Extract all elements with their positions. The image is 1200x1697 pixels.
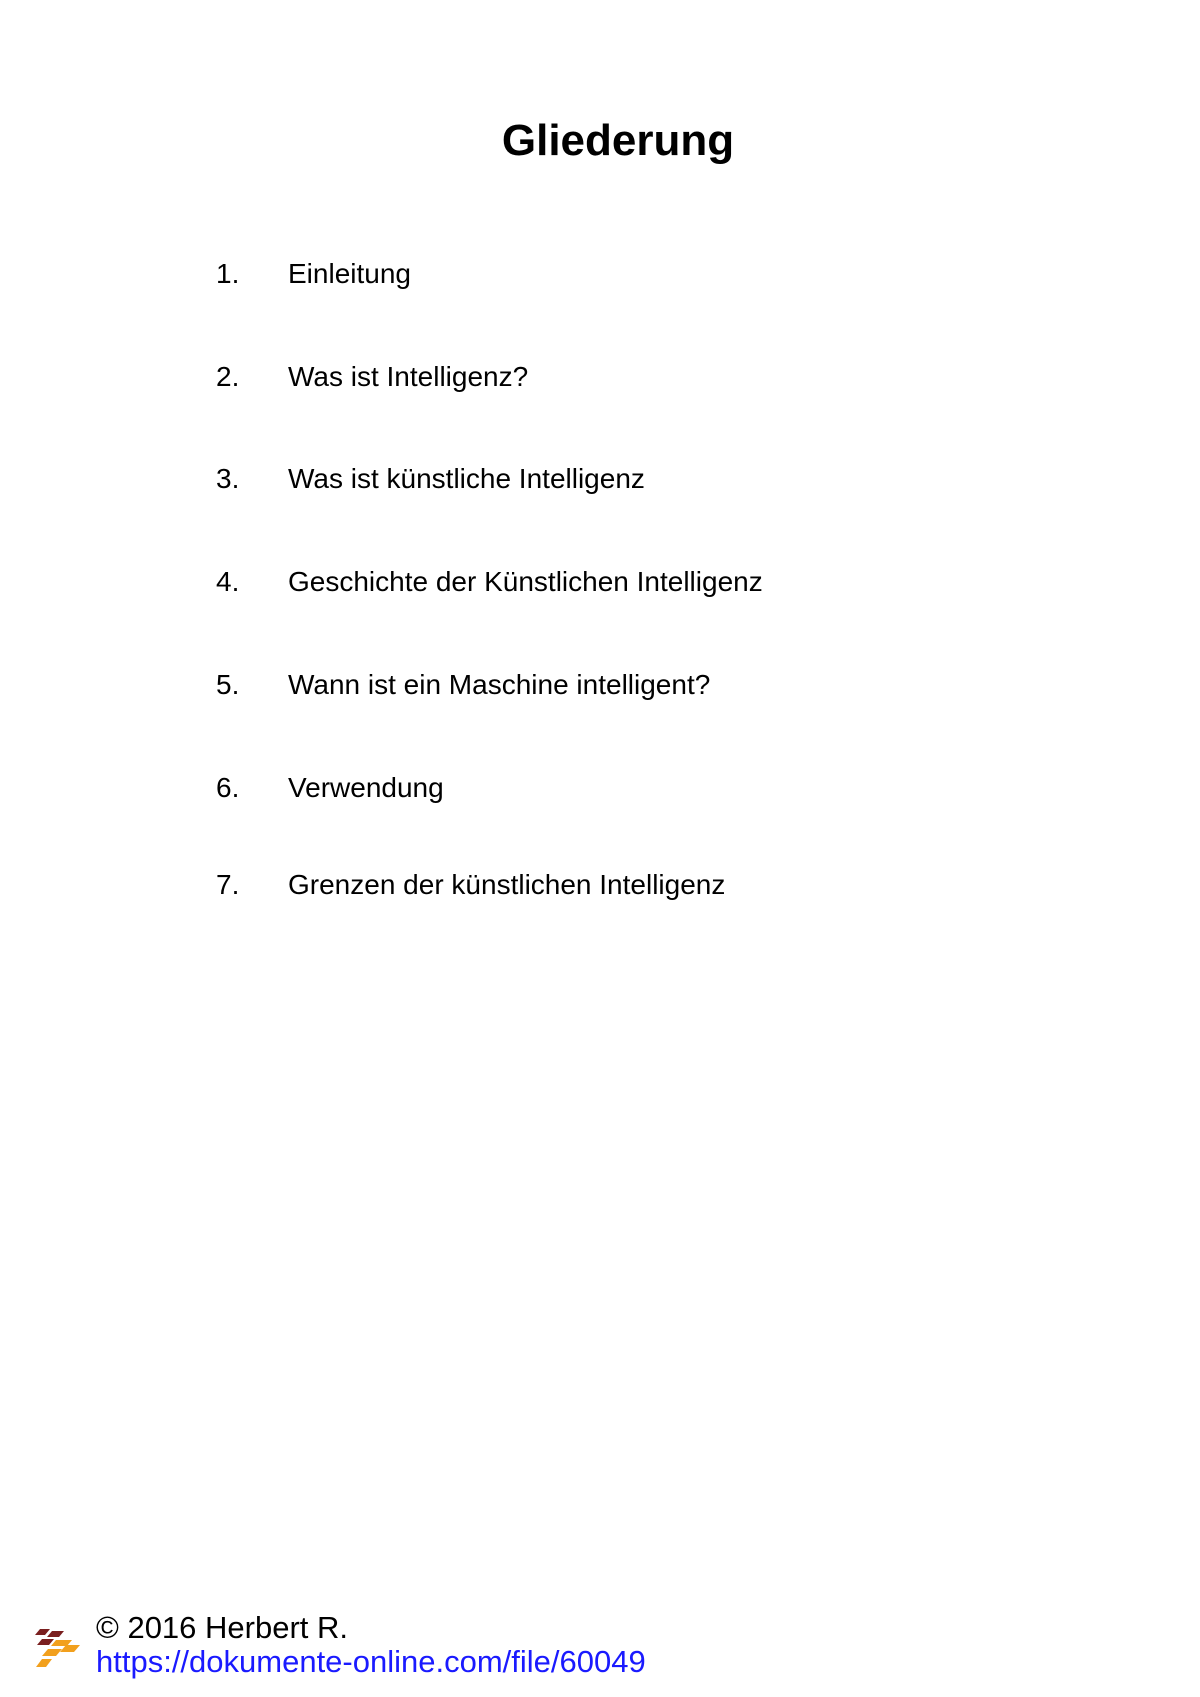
outline-text: Verwendung (288, 772, 444, 803)
outline-number: 1. (216, 258, 240, 289)
outline-number: 3. (216, 463, 240, 494)
page-title-text: Gliederung (501, 116, 735, 165)
outline-item-1 (216, 257, 411, 291)
outline-number: 2. (216, 361, 240, 392)
outline-text: Was ist künstliche Intelligenz (288, 463, 645, 494)
outline-number: 4. (216, 566, 240, 597)
page-title (0, 113, 1200, 169)
outline-number: 7. (216, 869, 240, 900)
copyright-text: © 2016 Herbert R. (96, 1610, 349, 1645)
outline-text: Geschichte der Künstlichen Intelligenz (288, 566, 763, 597)
page-footer (34, 1610, 834, 1682)
outline-text: Grenzen der künstlichen Intelligenz (288, 869, 726, 900)
outline-item-4 (216, 565, 763, 599)
outline-text: Wann ist ein Maschine intelligent? (288, 669, 711, 700)
outline-number: 6. (216, 772, 240, 803)
outline-text: Was ist Intelligenz? (288, 361, 529, 392)
outline-item-5 (216, 668, 710, 702)
outline-item-7 (216, 868, 725, 902)
outline-item-3 (216, 462, 645, 496)
outline-number: 5. (216, 669, 240, 700)
outline-text: Einleitung (288, 258, 411, 289)
outline-item-2 (216, 360, 528, 394)
outline-item-6 (216, 771, 444, 805)
dokumente-online-logo-icon (34, 1627, 84, 1673)
source-link[interactable]: https://dokumente-online.com/file/60049 (96, 1644, 646, 1679)
